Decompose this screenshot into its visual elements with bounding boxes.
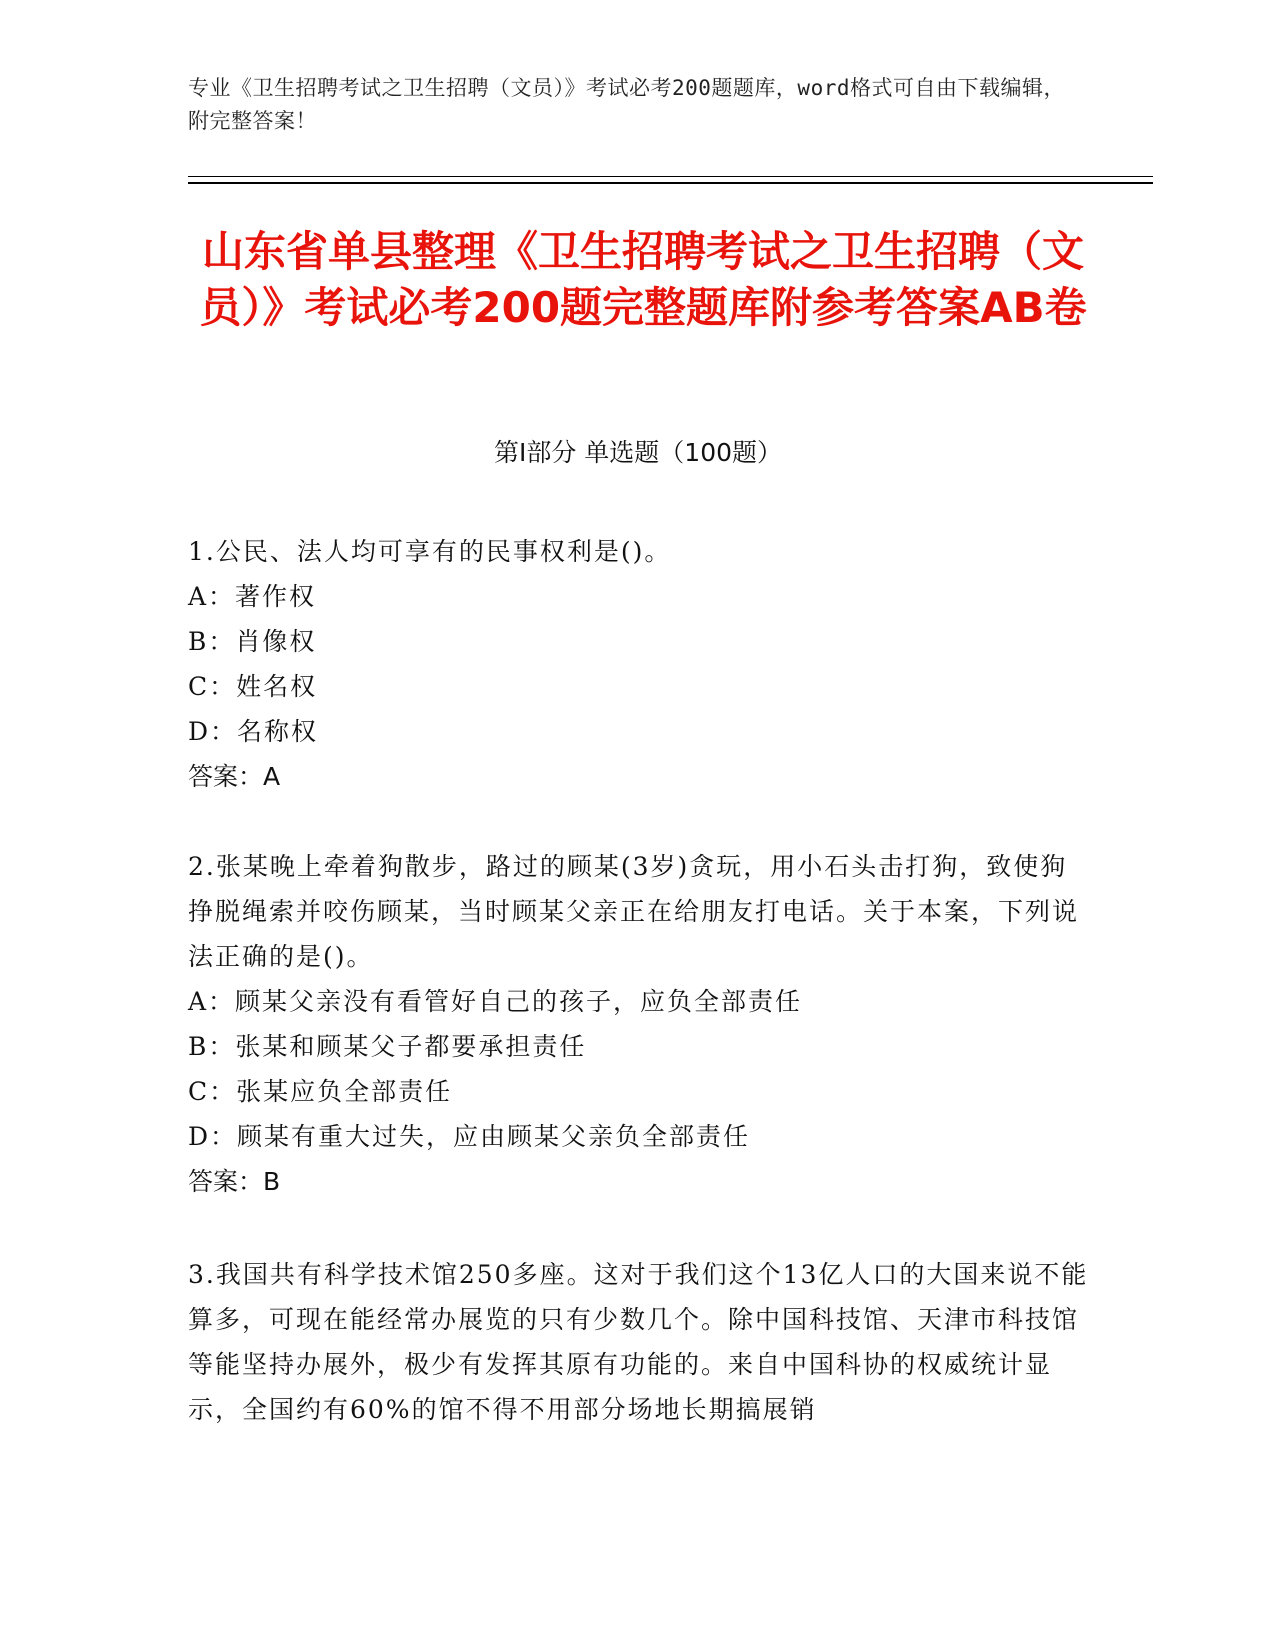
question-stem: 3.我国共有科学技术馆250多座。这对于我们这个13亿人口的大国来说不能算多，可现在能经常办展览的只有少数几个。除中国科技馆、天津市科技馆等能坚持办展外，极少有发挥其原有功能的。来自中国科协的权威统计显示，全国约有60%的馆不得不用部分场地长期搞展销 [188, 1260, 1089, 1424]
option-b: B：肖像权 [188, 627, 317, 656]
question-1 [188, 529, 1093, 799]
header-divider-thin [188, 176, 1153, 177]
option-d: D：顾某有重大过失，应由顾某父亲负全部责任 [188, 1122, 751, 1151]
option-d: D：名称权 [188, 717, 319, 746]
header-note: 专业《卫生招聘考试之卫生招聘（文员）》考试必考200题题库，word格式可自由下载编辑，附完整答案！ [188, 76, 1065, 133]
question-3 [188, 1252, 1093, 1432]
answer: 答案：A [188, 762, 281, 791]
option-a: A：顾某父亲没有看管好自己的孩子，应负全部责任 [188, 987, 803, 1016]
option-c: C：姓名权 [188, 672, 318, 701]
answer: 答案：B [188, 1167, 281, 1196]
option-c: C：张某应负全部责任 [188, 1077, 453, 1106]
question-stem: 1.公民、法人均可享有的民事权利是()。 [188, 537, 672, 566]
question-stem: 2.张某晚上牵着狗散步，路过的顾某(3岁)贪玩，用小石头击打狗，致使狗挣脱绳索并咬伤顾某，当时顾某父亲正在给朋友打电话。关于本案，下列说法正确的是()。 [188, 852, 1080, 971]
question-2 [188, 844, 1093, 1204]
header-divider-thick [188, 182, 1153, 184]
document-title: 山东省单县整理《卫生招聘考试之卫生招聘（文员）》考试必考200题完整题库附参考答案AB卷 [199, 227, 1087, 332]
option-b: B：张某和顾某父子都要承担责任 [188, 1032, 587, 1061]
option-a: A：著作权 [188, 582, 317, 611]
section-title: 第Ⅰ部分 单选题（100题） [493, 438, 783, 467]
